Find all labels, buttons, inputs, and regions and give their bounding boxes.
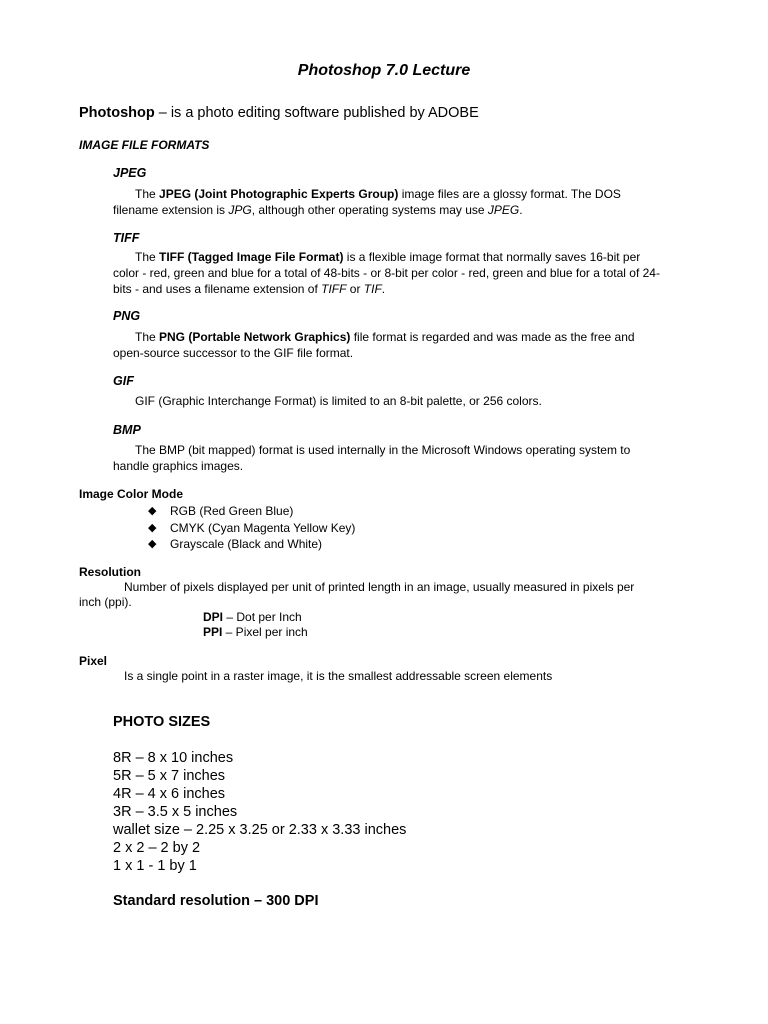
jpeg-heading: JPEG xyxy=(113,166,147,180)
diamond-bullet-icon: ◆ xyxy=(148,538,157,550)
photo-sizes-heading: PHOTO SIZES xyxy=(113,714,211,730)
png-heading: PNG xyxy=(113,309,141,323)
ppi-definition: PPI – Pixel per inch xyxy=(203,625,308,639)
list-item: 8R – 8 x 10 inches xyxy=(113,750,234,766)
image-file-formats-heading: IMAGE FILE FORMATS xyxy=(79,138,210,152)
resolution-paragraph: Number of pixels displayed per unit of printed length in an image, usually measured in pixels per inch (ppi). xyxy=(79,580,635,609)
color-mode-heading: Image Color Mode xyxy=(79,487,184,501)
diamond-bullet-icon: ◆ xyxy=(148,505,157,517)
bmp-heading: BMP xyxy=(113,423,141,437)
intro-term: Photoshop xyxy=(79,105,155,121)
photo-sizes-list xyxy=(113,749,406,875)
list-item: ◆ RGB (Red Green Blue) xyxy=(148,504,294,518)
dpi-definition: DPI – Dot per Inch xyxy=(203,610,302,624)
list-item: ◆ CMYK (Cyan Magenta Yellow Key) xyxy=(148,520,356,535)
standard-resolution: Standard resolution – 300 DPI xyxy=(113,893,319,909)
gif-heading: GIF xyxy=(113,374,134,388)
list-item: 5R – 5 x 7 inches xyxy=(113,768,226,784)
diamond-bullet-icon: ◆ xyxy=(148,521,157,534)
list-item: 3R – 3.5 x 5 inches xyxy=(113,804,238,820)
pixel-heading: Pixel xyxy=(79,654,108,668)
list-item: 2 x 2 – 2 by 2 xyxy=(113,840,201,856)
tiff-heading: TIFF xyxy=(113,231,140,245)
gif-paragraph: GIF (Graphic Interchange Format) is limited to an 8-bit palette, or 256 colors. xyxy=(135,394,542,408)
pixel-paragraph: Is a single point in a raster image, it is the smallest addressable screen elements xyxy=(124,669,553,683)
color-mode-list xyxy=(148,503,355,553)
list-item: ◆ Grayscale (Black and White) xyxy=(148,537,323,551)
list-item: 1 x 1 - 1 by 1 xyxy=(113,858,197,874)
list-item: wallet size – 2.25 x 3.25 or 2.33 x 3.33 inches xyxy=(113,822,407,838)
resolution-heading: Resolution xyxy=(79,565,141,579)
bmp-paragraph: The BMP (bit mapped) format is used internally in the Microsoft Windows operating system to handle graphics images. xyxy=(113,443,631,473)
intro-definition: – is a photo editing software published by ADOBE xyxy=(154,105,479,121)
jpeg-paragraph: The JPEG (Joint Photographic Experts Group) image files are a glossy format. The DOS filename extension is JPG, although other operating systems may use JPEG. xyxy=(113,187,621,217)
list-item: 4R – 4 x 6 inches xyxy=(113,786,226,802)
tiff-paragraph: The TIFF (Tagged Image File Format) is a flexible image format that normally saves 16-bit per color - red, green and blue for a total of 48-bits - or 8-bit per color - red, green and blue for a total of 24-bits - and uses a filename extension of TIFF or TIF. xyxy=(113,250,660,296)
png-paragraph: The PNG (Portable Network Graphics) file format is regarded and was made as the free and open-source successor to the GIF file format. xyxy=(113,330,635,360)
page-title: Photoshop 7.0 Lecture xyxy=(297,62,471,79)
intro-line xyxy=(79,105,479,121)
